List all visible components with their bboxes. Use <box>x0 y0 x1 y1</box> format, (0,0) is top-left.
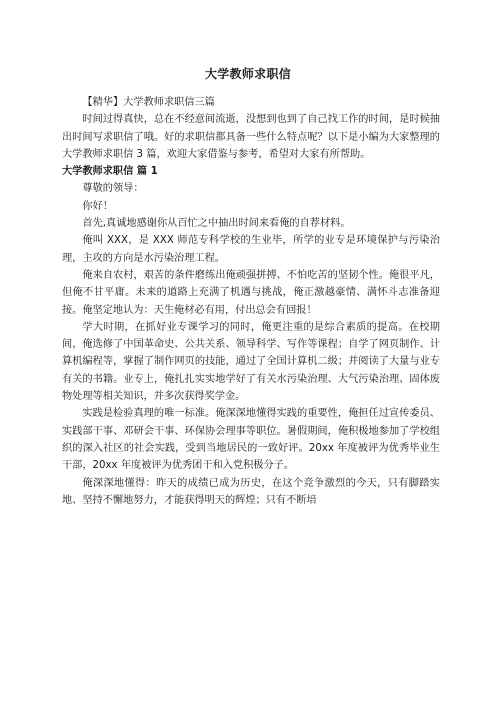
body-paragraph: 实践是检验真理的唯一标准。俺深深地懂得实践的重要性，俺担任过宣传委员、实践部干事、邓研会干事、环保协会理事等职位。暑假期间，俺积极地参加了学校组织的深入社区的社会实践，受到当地居民的一致好评。20xx 年度被评为优秀毕业生干部，20xx 年度被评为优秀团干和入党积极分子。 <box>62 408 440 472</box>
section-heading: 大学教师求职信 篇 1 <box>62 166 158 178</box>
body-paragraph: 俺叫 XXX，是 XXX 师范专科学校的生业毕，所学的业专是环境保护与污染治理，主攻的方向是水污染治理工程。 <box>62 235 440 264</box>
salutation: 尊敬的领导： <box>82 183 144 195</box>
intro-paragraph: 时间过得真快，总在不经意间流逝，没想到也到了自己找工作的时间，是时候抽出时间写求职信了哦。好的求职信都具备一些什么特点呢？以下是小编为大家整理的大学教师求职信 3 篇，欢迎大家借鉴与参考，希望对大家有所帮助。 <box>62 114 440 160</box>
document-body <box>62 94 440 509</box>
body-paragraph: 学大时期，在抓好业专课学习的同时，俺更注重的是综合素质的提高。在校期间，俺选修了中国革命史、公共关系、领导科学、写作等课程；自学了网页制作、计算机编程等，掌握了制作网页的技能，通过了全国计算机二级；并阅读了大量与业专有关的书籍。业专上，俺扎扎实实地学好了有关水污染治理、大气污染治理、固体废物处理等相关知识，并多次获得奖学金。 <box>62 321 440 403</box>
body-paragraph: 首先,真诚地感谢你从百忙之中抽出时间来看俺的自荐材料。 <box>82 218 351 230</box>
greeting: 你好！ <box>82 200 113 212</box>
body-paragraph: 俺深深地懂得：昨天的成绩已成为历史，在这个竞争激烈的今天，只有脚踏实地、坚持不懈地努力，才能获得明天的辉煌；只有不断培 <box>62 477 440 506</box>
document-title: 大学教师求职信 <box>204 67 292 81</box>
body-paragraph: 俺来自农村，艰苦的条件磨练出俺顽强拼搏、不怕吃苦的坚韧个性。俺很平凡，但俺不甘平庸。未来的道路上充满了机遇与挑战，俺正激越豪情、满怀斗志准备迎接。俺坚定地认为：天生俺材必有用，付出总会有回报！ <box>62 269 440 316</box>
intro-subtitle: 【精华】大学教师求职信三篇 <box>82 97 215 108</box>
